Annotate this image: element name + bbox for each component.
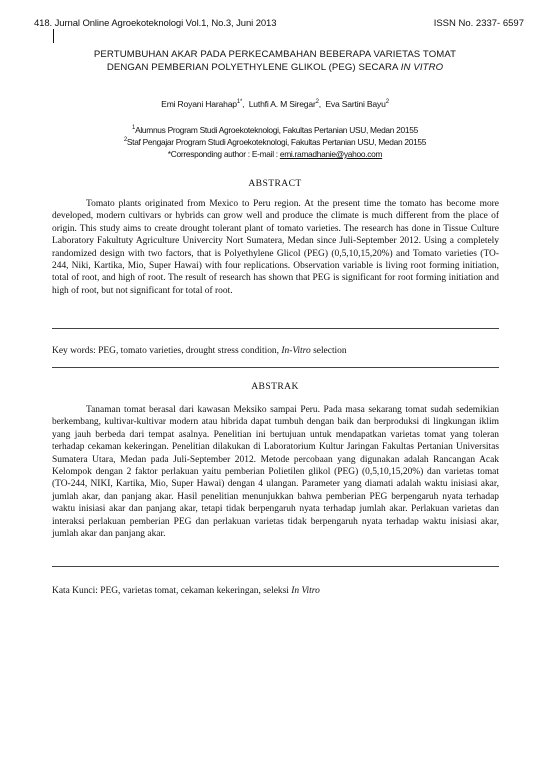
divider-1 (52, 328, 499, 329)
corresponding-author (0, 149, 550, 159)
journal-citation: 418. Jurnal Online Agroekoteknologi Vol.1, No.3, Juni 2013 (34, 18, 277, 29)
indonesian-keywords (52, 586, 499, 596)
author-2-mark: 2 (315, 99, 319, 106)
abstract-body-part-2: . This study aims to create drought tolerant plant of tomato varieties. The research has done in Tissue Culture Laboratory Fakultuty Agriculture Univercity Nort Sumatera, Medan since Juli-September 2012. Using a completely randomized design with two factors, that is Polyethylene Glicol (PEG) (0,5,10,15,20%) and Tomato varieties (TO-244, Niki, Kartika, Mio, Super Hawai) with four replications. Observation variable is living root forming initiation, total of root, and high of root. The result of research has shown that PEG is significant for root forming initiation and high of root, but not significant for total of root. (52, 223, 499, 296)
paper-title (40, 48, 510, 74)
author-list: Emi Royani Harahap$^{1*}$, Luthfi A. M Siregar$^2$, Eva Sartini Bayu$^2$ (161, 99, 389, 109)
author-3-mark: 2 (385, 99, 389, 106)
running-header (34, 18, 524, 32)
kata-kunci-text: Kata Kunci: PEG, varietas tomat, cekaman kekeringan, seleksi (52, 586, 292, 596)
author-3: Eva Sartini Bayu (325, 99, 386, 109)
affiliation-1 (0, 125, 550, 135)
corresponding-email-link[interactable]: emi.ramadhanie@yahoo.com (279, 149, 383, 159)
abstract-heading: ABSTRACT (248, 178, 302, 189)
issn-label: ISSN No. 2337- 6597 (433, 18, 524, 29)
abstract-body-part-1: Tomato plants originated from Mexico to Peru region. At the present time the tomato has become more developed, modern cultivars or hybrids can grow well and produce the climate is much different from the place of origin (52, 199, 499, 234)
author-1-mark: 1* (236, 99, 243, 106)
affiliation-1-text: Alumnus Program Studi Agroekoteknologi, Fakultas Pertanian USU, Medan 20155 (135, 125, 418, 135)
abstrak-body: Tanaman tomat berasal dari kawasan Meksiko sampai Peru. Pada masa sekarang tomat sudah sedemikian berkembang, kultivar-kultivar modern atau hibrida dapat tumbuh dengan baik dan berproduksi di lingkungan iklim yang jauh berbeda dari tempat asalnya. Penelitian ini bertujuan untuk mendapatkan varietas tomat yang toleran terhadap cekaman kekeringan. Penelitian dilakukan di Laboratorium Kultur Jaringan Fakultas Pertanian Universitas Sumatera Utara, Medan pada Juli-September 2012. Metode percobaan yang digunakan adalah Rancangan Acak Kelompok dengan 2 faktor perlakuan yaitu pemberian Polietilen glikol (PEG) (0,5,10,15,20%) dan varietas tomat (TO-244, NIKI, Kartika, Mio, Super Hawai) dengan 4 ulangan. Parameter yang diamati adalah waktu inisiasi akar, jumlah akar, dan panjang akar. Hasil penelitian menunjukkan bahwa pemberian PEG berpengaruh nyata terhadap waktu inisiasi akar dan panjang akar, tetapi tidak berpengaruh nyata terhadap jumlah akar. Perlakuan varietas dan interaksi perlakuan pemberian PEG dan perlakuan varietas tidak berpengaruh nyata terhadap waktu inisiasi akar, jumlah akar dan panjang akar. (52, 405, 499, 540)
keywords-italic: In-Vitro (281, 346, 311, 356)
title-in-vitro: IN VITRO (400, 62, 444, 73)
kata-kunci-italic: In Vitro (291, 586, 320, 596)
corresponding-label: *Corresponding author : E-mail : (167, 149, 280, 159)
affiliation-1-mark: 1 (132, 125, 136, 132)
title-line-2-text: DENGAN PEMBERIAN POLYETHYLENE GLIKOL (PEG) SECARA (106, 62, 401, 73)
title-line-2 (40, 61, 510, 74)
keywords-text: Key words: PEG, tomato varieties, drought stress condition, (52, 346, 282, 356)
abstrak-heading: ABSTRAK (251, 381, 299, 392)
english-keywords (52, 346, 499, 356)
author-1: Emi Royani Harahap (161, 99, 237, 109)
affiliation-2-mark: 2 (123, 137, 127, 144)
keywords-tail: selection (310, 346, 347, 356)
divider-3 (52, 566, 499, 567)
title-line-1: PERTUMBUHAN AKAR PADA PERKECAMBAHAN BEBERAPA VARIETAS TOMAT (93, 49, 457, 60)
abstract-body (52, 198, 499, 297)
author-2: Luthfi A. M Siregar (248, 99, 316, 109)
affiliation-2-text: Staf Pengajar Program Studi Agroekoteknologi, Fakultas Pertanian USU, Medan 20155 (126, 137, 427, 147)
header-marker-bar (53, 29, 54, 43)
affiliation-2 (0, 137, 550, 147)
divider-2 (52, 367, 499, 368)
